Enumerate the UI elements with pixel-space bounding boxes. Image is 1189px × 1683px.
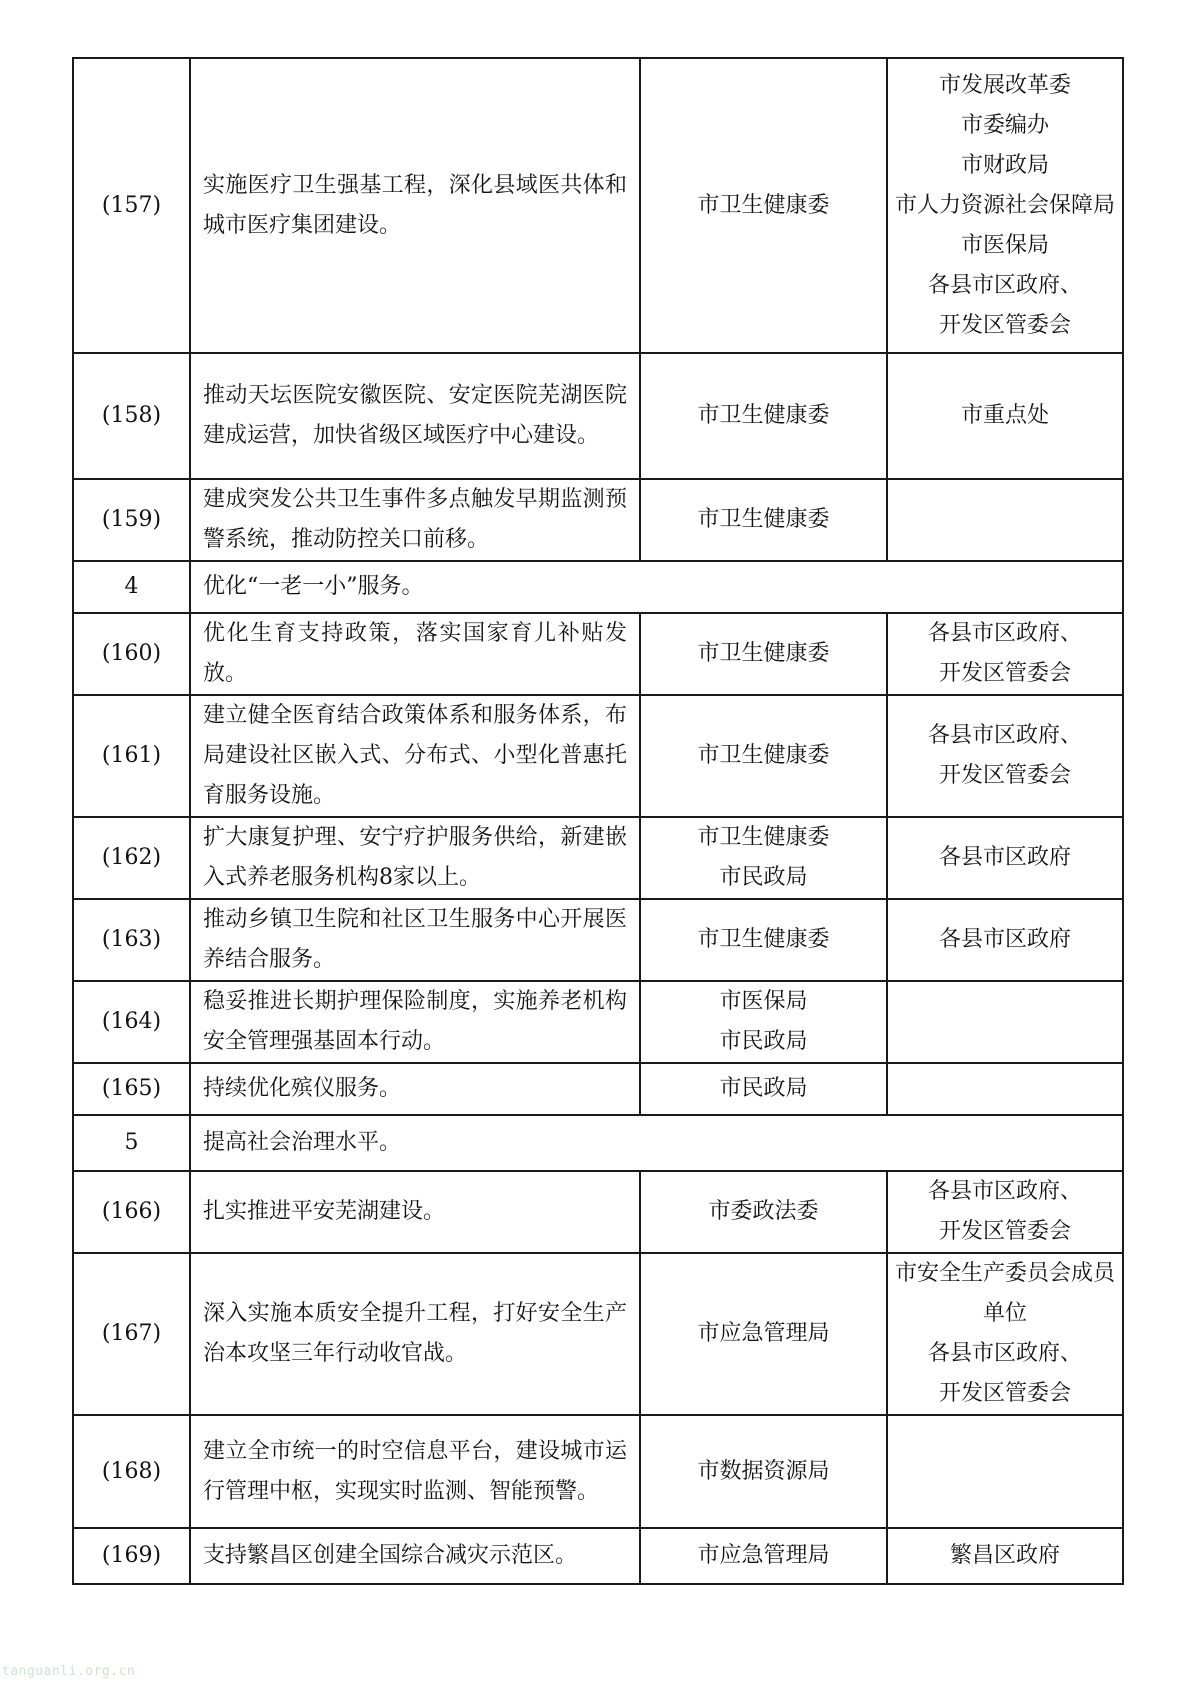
lead-unit: 市民政局: [640, 1063, 887, 1115]
task-description: 实施医疗卫生强基工程，深化县域医共体和城市医疗集团建设。: [190, 58, 640, 353]
task-description: 优化生育支持政策，落实国家育儿补贴发放。: [190, 613, 640, 695]
lead-unit: 市卫生健康委: [640, 58, 887, 353]
item-number: (162): [73, 817, 190, 899]
task-description: 深入实施本质安全提升工程，打好安全生产治本攻坚三年行动收官战。: [190, 1253, 640, 1415]
task-table-body: [73, 58, 1123, 1584]
lead-unit: 市数据资源局: [640, 1415, 887, 1528]
task-description: 支持繁昌区创建全国综合减灾示范区。: [190, 1528, 640, 1584]
item-number: (157): [73, 58, 190, 353]
table-row: [73, 353, 1123, 479]
table-row: [73, 981, 1123, 1063]
item-number: (168): [73, 1415, 190, 1528]
item-number: (159): [73, 479, 190, 561]
assisting-units: [887, 1415, 1123, 1528]
table-row: [73, 1063, 1123, 1115]
task-description: 持续优化殡仪服务。: [190, 1063, 640, 1115]
assisting-units: 各县市区政府: [887, 899, 1123, 981]
task-description: 建成突发公共卫生事件多点触发早期监测预警系统，推动防控关口前移。: [190, 479, 640, 561]
table-row: [73, 695, 1123, 817]
lead-unit: 市卫生健康委 市民政局: [640, 817, 887, 899]
table-row: [73, 58, 1123, 353]
section-number: 4: [73, 561, 190, 613]
assisting-units: 市发展改革委 市委编办 市财政局 市人力资源社会保障局 市医保局 各县市区政府、 开发区管委会: [887, 58, 1123, 353]
table-row: [73, 817, 1123, 899]
lead-unit: 市卫生健康委: [640, 353, 887, 479]
table-row: [73, 1415, 1123, 1528]
assisting-units: [887, 981, 1123, 1063]
lead-unit: 市应急管理局: [640, 1253, 887, 1415]
item-number: (160): [73, 613, 190, 695]
task-description: 扎实推进平安芜湖建设。: [190, 1171, 640, 1253]
section-row: [73, 1115, 1123, 1171]
task-table: [72, 57, 1124, 1585]
lead-unit: 市医保局 市民政局: [640, 981, 887, 1063]
assisting-units: 市安全生产委员会成员单位 各县市区政府、 开发区管委会: [887, 1253, 1123, 1415]
lead-unit: 市卫生健康委: [640, 695, 887, 817]
assisting-units: 各县市区政府: [887, 817, 1123, 899]
item-number: (167): [73, 1253, 190, 1415]
task-description: 稳妥推进长期护理保险制度，实施养老机构安全管理强基固本行动。: [190, 981, 640, 1063]
assisting-units: 各县市区政府、 开发区管委会: [887, 695, 1123, 817]
task-description: 建立健全医育结合政策体系和服务体系，布局建设社区嵌入式、分布式、小型化普惠托育服务设施。: [190, 695, 640, 817]
item-number: (169): [73, 1528, 190, 1584]
assisting-units: 各县市区政府、 开发区管委会: [887, 613, 1123, 695]
watermark-text: tanguanli.org.cn: [2, 1664, 136, 1679]
item-number: (166): [73, 1171, 190, 1253]
task-description: 建立全市统一的时空信息平台，建设城市运行管理中枢，实现实时监测、智能预警。: [190, 1415, 640, 1528]
item-number: (164): [73, 981, 190, 1063]
task-description: 推动乡镇卫生院和社区卫生服务中心开展医养结合服务。: [190, 899, 640, 981]
table-row: [73, 899, 1123, 981]
assisting-units: 市重点处: [887, 353, 1123, 479]
table-row: [73, 1171, 1123, 1253]
assisting-units: [887, 1063, 1123, 1115]
lead-unit: 市委政法委: [640, 1171, 887, 1253]
table-row: [73, 613, 1123, 695]
assisting-units: 各县市区政府、 开发区管委会: [887, 1171, 1123, 1253]
assisting-units: [887, 479, 1123, 561]
item-number: (161): [73, 695, 190, 817]
item-number: (158): [73, 353, 190, 479]
lead-unit: 市卫生健康委: [640, 479, 887, 561]
lead-unit: 市卫生健康委: [640, 899, 887, 981]
table-row: [73, 1253, 1123, 1415]
table-row: [73, 479, 1123, 561]
section-title: 优化“一老一小”服务。: [190, 561, 1123, 613]
section-number: 5: [73, 1115, 190, 1171]
task-description: 扩大康复护理、安宁疗护服务供给，新建嵌入式养老服务机构8家以上。: [190, 817, 640, 899]
section-row: [73, 561, 1123, 613]
assisting-units: 繁昌区政府: [887, 1528, 1123, 1584]
item-number: (163): [73, 899, 190, 981]
lead-unit: 市卫生健康委: [640, 613, 887, 695]
item-number: (165): [73, 1063, 190, 1115]
task-description: 推动天坛医院安徽医院、安定医院芜湖医院建成运营，加快省级区域医疗中心建设。: [190, 353, 640, 479]
section-title: 提高社会治理水平。: [190, 1115, 1123, 1171]
table-row: [73, 1528, 1123, 1584]
lead-unit: 市应急管理局: [640, 1528, 887, 1584]
